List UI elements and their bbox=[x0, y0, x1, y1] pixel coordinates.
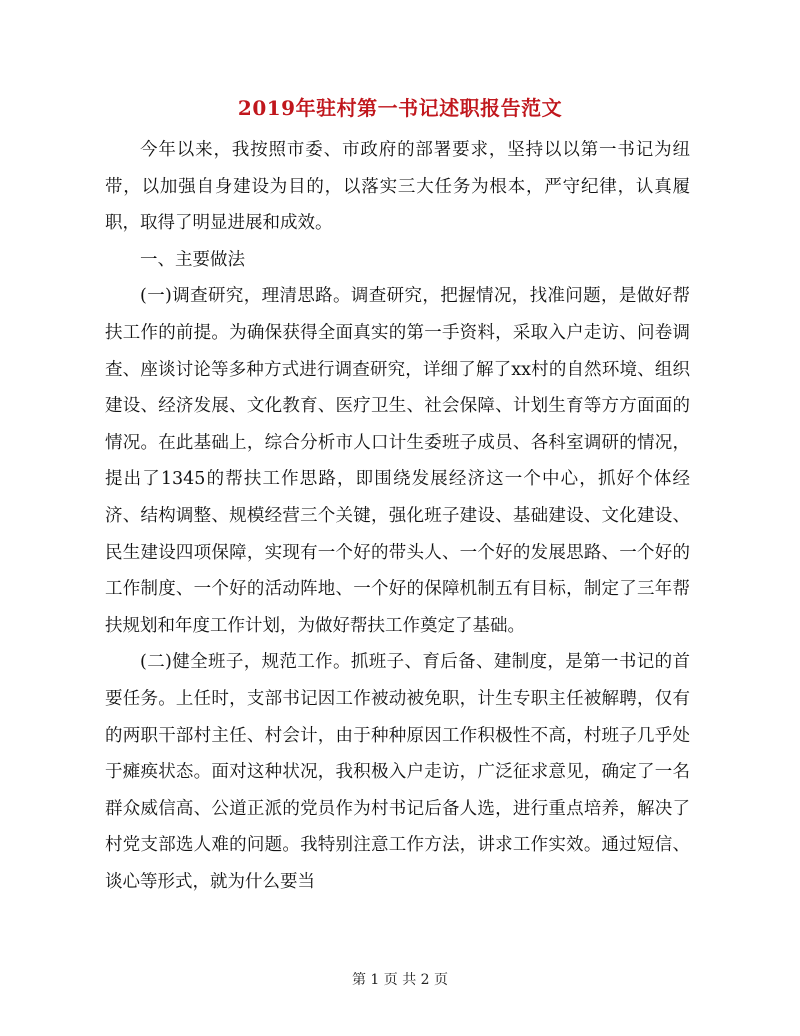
paragraph-research: (一)调查研究，理清思路。调查研究，把握情况，找准问题，是做好帮扶工作的前提。为确保获得全面真实的第一手资料，采取入户走访、问卷调查、座谈讨论等多种方式进行调查研究，详细了解了xx村的自然环境、组织建设、经济发展、文化教育、医疗卫生、社会保障、计划生育等方方面面的情况。在此基础上，综合分析市人口计生委班子成员、各科室调研的情况，提出了1345的帮扶工作思路，即围绕发展经济这一个中心，抓好个体经济、结构调整、规模经营三个关键，强化班子建设、基础建设、文化建设、民生建设四项保障，实现有一个好的带头人、一个好的发展思路、一个好的工作制度、一个好的活动阵地、一个好的保障机制五有目标，制定了三年帮扶规划和年度工作计划，为做好帮扶工作奠定了基础。 bbox=[105, 286, 690, 636]
paragraph-team-building: (二)健全班子，规范工作。抓班子、育后备、建制度，是第一书记的首要任务。上任时，支部书记因工作被动被免职，计生专职主任被解聘，仅有的两职干部村主任、村会计，由于种种原因工作积极性不高，村班子几乎处于瘫痪状态。面对这种状况，我积极入户走访，广泛征求意见，确定了一名群众威信高、公道正派的党员作为村书记后备人选，进行重点培养，解决了村党支部选人难的问题。我特别注意工作方法，讲求工作实效。通过短信、谈心等形式，就为什么要当 bbox=[105, 652, 690, 892]
section-heading-main-practices: 一、主要做法 bbox=[140, 249, 245, 270]
page-footer: 第 1 页 共 2 页 bbox=[351, 972, 449, 988]
paragraph-intro: 今年以来，我按照市委、市政府的部署要求，坚持以以第一书记为纽带，以加强自身建设为目的，以落实三大任务为根本，严守纪律，认真履职，取得了明显进展和成效。 bbox=[105, 140, 690, 234]
document-body bbox=[105, 132, 690, 900]
document-title: 2019年驻村第一书记述职报告范文 bbox=[237, 96, 563, 120]
